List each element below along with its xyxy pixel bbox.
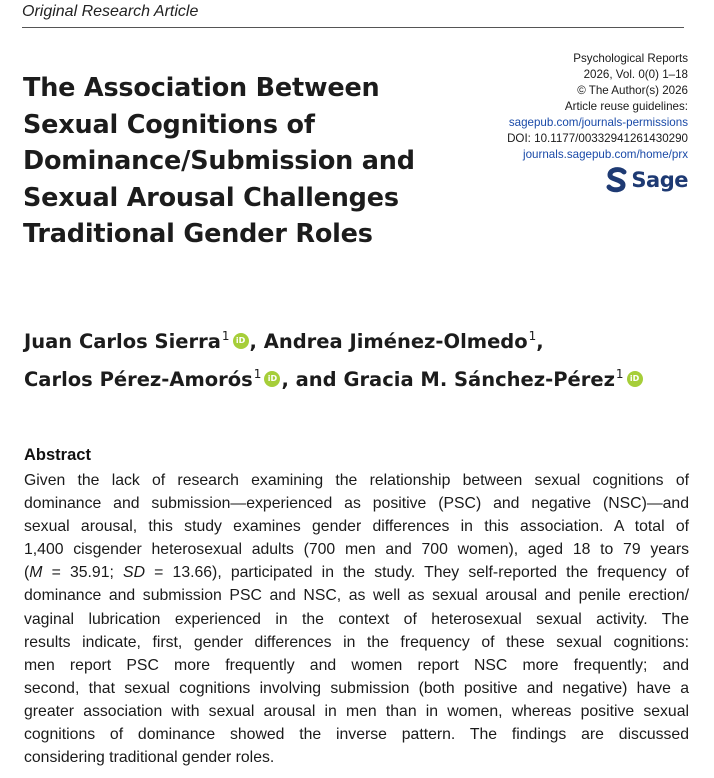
reuse-link[interactable]: sagepub.com/journals-permissions bbox=[508, 116, 688, 129]
author-name: Juan Carlos Sierra bbox=[24, 330, 221, 353]
abstract-line: sexual arousal, this study examines gender differences in this association. A total of bbox=[24, 518, 689, 536]
article-type-label: Original Research Article bbox=[22, 3, 199, 20]
doi[interactable]: DOI: 10.1177/00332941261430290 bbox=[507, 132, 688, 145]
abstract-line: men report PSC more frequently and women report NSC more frequently; and bbox=[24, 656, 689, 674]
abstract-line: (M = 35.91; SD = 13.66), participated in the study. They self-reported the frequency of bbox=[24, 564, 689, 582]
abstract-body bbox=[24, 469, 689, 769]
journal-meta bbox=[448, 51, 688, 163]
title-line: Traditional Gender Roles bbox=[23, 219, 373, 249]
author-separator: , and bbox=[281, 368, 344, 391]
affiliation-marker: 1 bbox=[528, 329, 537, 343]
author-line bbox=[24, 320, 704, 358]
abstract-line: dominance and submission—experienced as positive (PSC) and negative (NSC)—and bbox=[24, 495, 689, 513]
title-line: Sexual Cognitions of bbox=[23, 109, 315, 140]
abstract-line: results indicate, first, gender differences in the frequency of these sexual cognitions: bbox=[24, 633, 689, 651]
journal-name: Psychological Reports bbox=[573, 52, 688, 65]
author-name: Carlos Pérez-Amorós bbox=[24, 368, 253, 391]
journal-home-link[interactable]: journals.sagepub.com/home/prx bbox=[523, 148, 688, 161]
orcid-icon[interactable] bbox=[627, 371, 643, 387]
author-separator: , bbox=[249, 330, 264, 353]
journal-volume: 2026, Vol. 0(0) 1–18 bbox=[583, 68, 688, 81]
reuse-label: Article reuse guidelines: bbox=[564, 100, 688, 113]
sage-logo[interactable] bbox=[606, 166, 688, 194]
abstract-heading: Abstract bbox=[24, 446, 91, 464]
author-name: Andrea Jiménez-Olmedo bbox=[263, 330, 528, 353]
abstract-line: considering traditional gender roles. bbox=[24, 749, 275, 767]
sage-wordmark: Sage bbox=[631, 168, 688, 192]
abstract-line: second, that sexual cognitions involving submission (both positive and negative) have a bbox=[24, 679, 689, 697]
author-name: Gracia M. Sánchez-Pérez bbox=[343, 368, 615, 391]
affiliation-marker: 1 bbox=[253, 367, 262, 381]
orcid-icon[interactable] bbox=[264, 371, 280, 387]
title-line: Dominance/Submission and bbox=[23, 146, 415, 176]
sage-s-icon bbox=[606, 167, 628, 193]
abstract-line: greater association with sexual arousal in men than in women, whereas positive sexual bbox=[24, 702, 689, 720]
abstract-line: Given the lack of research examining the relationship between sexual cognitions of bbox=[24, 472, 689, 489]
affiliation-marker: 1 bbox=[221, 329, 230, 343]
copyright-notice: © The Author(s) 2026 bbox=[577, 84, 688, 97]
author-separator: , bbox=[536, 330, 544, 353]
title-line: The Association Between bbox=[23, 73, 380, 103]
author-line bbox=[24, 358, 704, 396]
abstract-line: vaginal lubrication experienced in the context of heterosexual sexual activity. The bbox=[24, 610, 689, 628]
author-list bbox=[24, 320, 704, 396]
article-title bbox=[23, 70, 463, 253]
abstract-line: cognitions of dominance showed the inverse pattern. The findings are discussed bbox=[24, 726, 689, 744]
header-rule bbox=[22, 27, 684, 28]
affiliation-marker: 1 bbox=[615, 367, 624, 381]
title-line: Sexual Arousal Challenges bbox=[23, 182, 399, 213]
orcid-icon[interactable] bbox=[233, 333, 249, 349]
abstract-line: dominance and submission PSC and NSC, as well as sexual arousal and penile erection/ bbox=[24, 587, 689, 605]
abstract-line: 1,400 cisgender heterosexual adults (700 men and 700 women), aged 18 to 79 years bbox=[24, 541, 689, 559]
